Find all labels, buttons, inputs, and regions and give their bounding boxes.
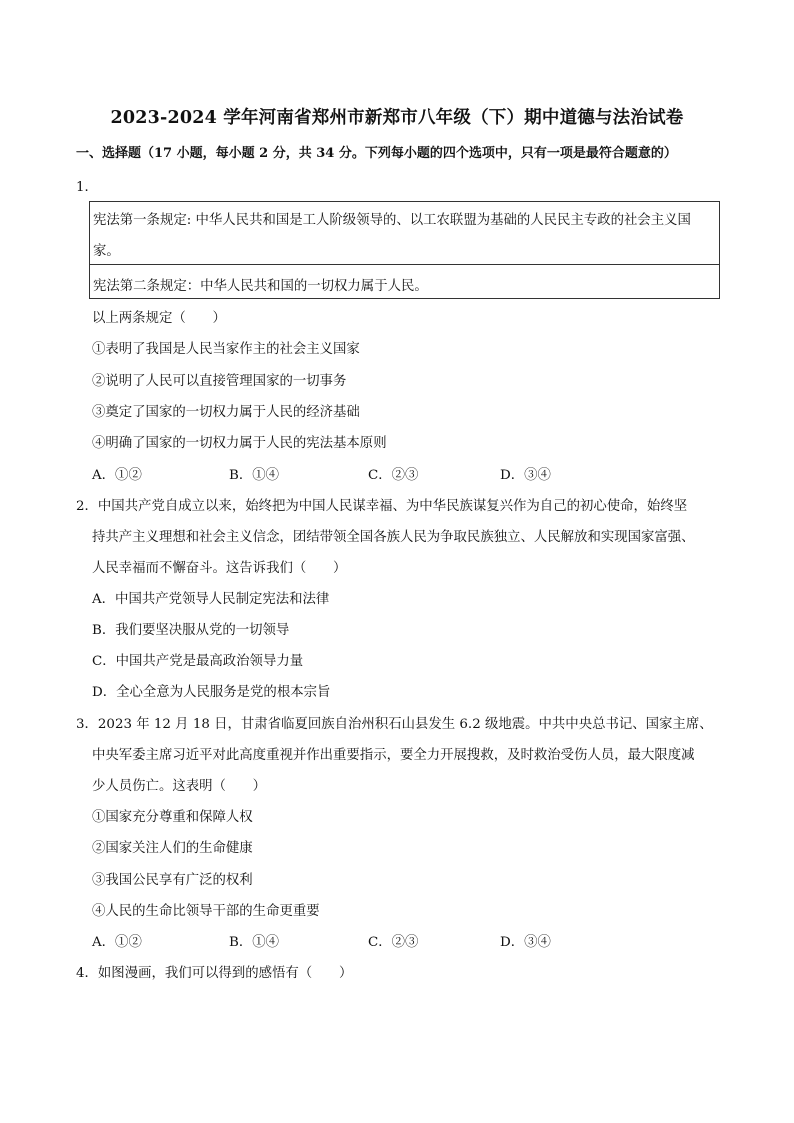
q3-option-b: B．①④	[229, 935, 280, 950]
q2-line-2: 持共产主义理想和社会主义信念，团结带领全国各族人民为争取民族独立、人民解放和实现国家富强、	[92, 530, 695, 545]
q2-option-c: C．中国共产党是最高政治领导力量	[92, 654, 304, 669]
q1-item-2: ②说明了人民可以直接管理国家的一切事务	[92, 374, 347, 389]
q4-line-1: 4．如图漫画，我们可以得到的感悟有（ ）	[76, 966, 353, 981]
q2-option-d: D．全心全意为人民服务是党的根本宗旨	[92, 685, 331, 700]
q1-item-3: ③奠定了国家的一切权力属于人民的经济基础	[92, 405, 360, 420]
q3-option-d: D．③④	[500, 935, 551, 950]
q3-line-2: 中央军委主席习近平对此高度重视并作出重要指示，要全力开展搜救，及时救治受伤人员，最大限度减	[92, 748, 695, 763]
q3-item-4: ④人民的生命比领导干部的生命更重要	[92, 904, 320, 919]
section-heading: 一、选择题（17 小题，每小题 2 分，共 34 分。下列每小题的四个选项中，只有一项是最符合题意的）	[76, 146, 677, 161]
q1-quote-box	[89, 201, 720, 299]
q2-option-b: B．我们要坚决服从党的一切领导	[92, 623, 290, 638]
page-title: 2023-2024 学年河南省郑州市新郑市八年级（下）期中道德与法治试卷	[110, 108, 684, 128]
q1-option-c: C．②③	[368, 468, 419, 483]
q1-number: 1．	[76, 180, 98, 195]
q1-option-b: B．①④	[229, 468, 280, 483]
q1-option-a: A．①②	[92, 468, 142, 483]
q2-option-a: A．中国共产党领导人民制定宪法和法律	[92, 592, 330, 607]
q1-quote-row-1	[90, 202, 719, 265]
q3-item-2: ②国家关注人们的生命健康	[92, 841, 253, 856]
q1-quote-line-3: 宪法第二条规定：中华人民共和国的一切权力属于人民。	[93, 279, 428, 294]
q1-option-d: D．③④	[500, 468, 551, 483]
q2-line-1: 2．中国共产党自成立以来，始终把为中国人民谋幸福、为中华民族谋复兴作为自己的初心使命，始终坚	[76, 499, 688, 514]
q1-quote-line-2: 家。	[93, 244, 120, 259]
q1-stem: 以上两条规定（ ）	[92, 311, 226, 326]
q1-item-4: ④明确了国家的一切权力属于人民的宪法基本原则	[92, 436, 387, 451]
q3-item-1: ①国家充分尊重和保障人权	[92, 810, 253, 825]
q3-line-3: 少人员伤亡。这表明（ ）	[92, 779, 267, 794]
q3-option-a: A．①②	[92, 935, 142, 950]
q3-option-c: C．②③	[368, 935, 419, 950]
q1-item-1: ①表明了我国是人民当家作主的社会主义国家	[92, 342, 360, 357]
q3-item-3: ③我国公民享有广泛的权利	[92, 873, 253, 888]
q3-line-1: 3．2023 年 12 月 18 日，甘肃省临夏回族自治州积石山县发生 6.2 级地震。中共中央总书记、国家主席、	[76, 717, 713, 732]
q1-quote-line-1: 宪法第一条规定: 中华人民共和国是工人阶级领导的、以工农联盟为基础的人民民主专政的社会主义国	[93, 213, 691, 228]
q2-line-3: 人民幸福而不懈奋斗。这告诉我们（ ）	[92, 561, 347, 576]
